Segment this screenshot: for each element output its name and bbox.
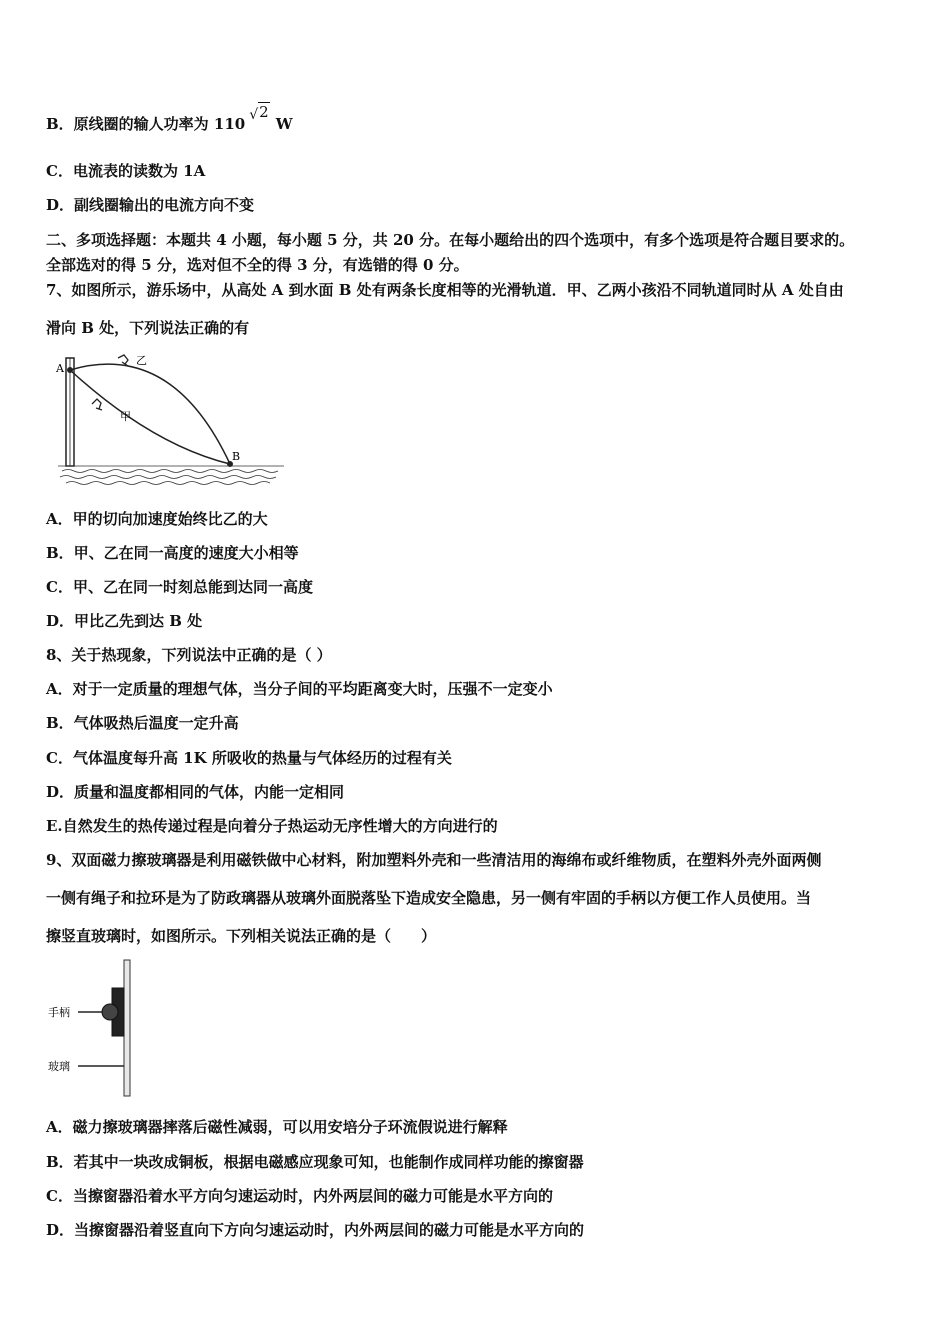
q9-stem-line1: 9、双面磁力擦玻璃器是利用磁铁做中心材料，附加塑料外壳和一些清洁用的海绵布或纤维物质，在塑料外壳外面两侧 <box>46 851 822 869</box>
glass-pane <box>124 960 130 1096</box>
sqrt-number: 2 <box>259 103 269 121</box>
q8-stem: 8、关于热现象，下列说法中正确的是（ ） <box>46 646 332 664</box>
label-jia: 甲 <box>120 410 131 423</box>
label-b: B <box>232 450 241 463</box>
track-jia <box>70 370 230 464</box>
q7-option-b: B．甲、乙在同一高度的速度大小相等 <box>46 544 299 562</box>
label-a: A <box>56 362 64 375</box>
label-glass: 玻璃 <box>48 1060 70 1073</box>
q9-option-c: C．当擦窗器沿着水平方向匀速运动时，内外两层间的磁力可能是水平方向的 <box>46 1187 553 1205</box>
sqrt-expression <box>249 103 269 135</box>
q7-option-a: A．甲的切向加速度始终比乙的大 <box>46 510 268 528</box>
q8-option-a: A．对于一定质量的理想气体，当分子间的平均距离变大时，压强不一定变小 <box>46 680 553 698</box>
water-surface <box>58 466 284 485</box>
q8-option-d: D．质量和温度都相同的气体，内能一定相同 <box>46 783 345 801</box>
q9-option-d: D．当擦窗器沿着竖直向下方向匀速运动时，内外两层间的磁力可能是水平方向的 <box>46 1221 585 1239</box>
section2-heading-line1: 二、多项选择题：本题共 4 小题，每小题 5 分，共 20 分。在每小题给出的四个选项中，有多个选项是符合题目要求的。 <box>46 231 855 249</box>
q9-option-b: B．若其中一块改成铜板，根据电磁感应现象可知，也能制作成同样功能的擦窗器 <box>46 1153 584 1171</box>
q8-option-c: C．气体温度每升高 1K 所吸收的热量与气体经历的过程有关 <box>46 749 452 767</box>
q9-stem-line2: 一侧有绳子和拉环是为了防政璃器从玻璃外面脱落坠下造成安全隐患，另一侧有牢固的手柄以方便工作人员使用。当 <box>46 889 812 907</box>
point-a <box>67 367 73 373</box>
q7-stem-line1: 7、如图所示，游乐场中，从高处 A 到水面 B 处有两条长度相等的光滑轨道．甲、乙两小孩沿不同轨道同时从 A 处自由 <box>46 281 844 299</box>
sqrt-symbol: √ <box>249 107 259 123</box>
q7-stem-line2: 滑向 B 处，下列说法正确的有 <box>46 319 250 337</box>
q9-option-a: A．磁力擦玻璃器摔落后磁性减弱，可以用安培分子环流假说进行解释 <box>46 1118 508 1136</box>
q7-option-d: D．甲比乙先到达 B 处 <box>46 612 203 630</box>
section2-heading-line2: 全部选对的得 5 分，选对但不全的得 3 分，有选错的得 0 分。 <box>46 256 469 274</box>
q6-option-b-prefix: B．原线圈的输人功率为 110 <box>46 115 246 133</box>
handle-icon <box>102 1004 118 1020</box>
q9-stem-line3: 擦竖直玻璃时，如图所示。下列相关说法正确的是（ ） <box>46 927 437 945</box>
q7-figure-tracks <box>52 350 292 490</box>
q9-figure-window-cleaner <box>48 958 168 1098</box>
q6-option-b-suffix: W <box>275 115 293 133</box>
q6-option-d: D．副线圈输出的电流方向不变 <box>46 196 255 214</box>
q7-option-c: C．甲、乙在同一时刻总能到达同一高度 <box>46 578 313 596</box>
track-yi <box>70 364 230 464</box>
label-yi: 乙 <box>136 354 147 367</box>
child-jia-icon <box>92 399 102 410</box>
q6-option-b <box>46 103 293 135</box>
label-handle: 手柄 <box>48 1006 70 1019</box>
q8-option-b: B．气体吸热后温度一定升高 <box>46 714 239 732</box>
q8-option-e: E.自然发生的热传递过程是向着分子热运动无序性增大的方向进行的 <box>46 817 498 835</box>
q6-option-c: C．电流表的读数为 1A <box>46 162 206 180</box>
